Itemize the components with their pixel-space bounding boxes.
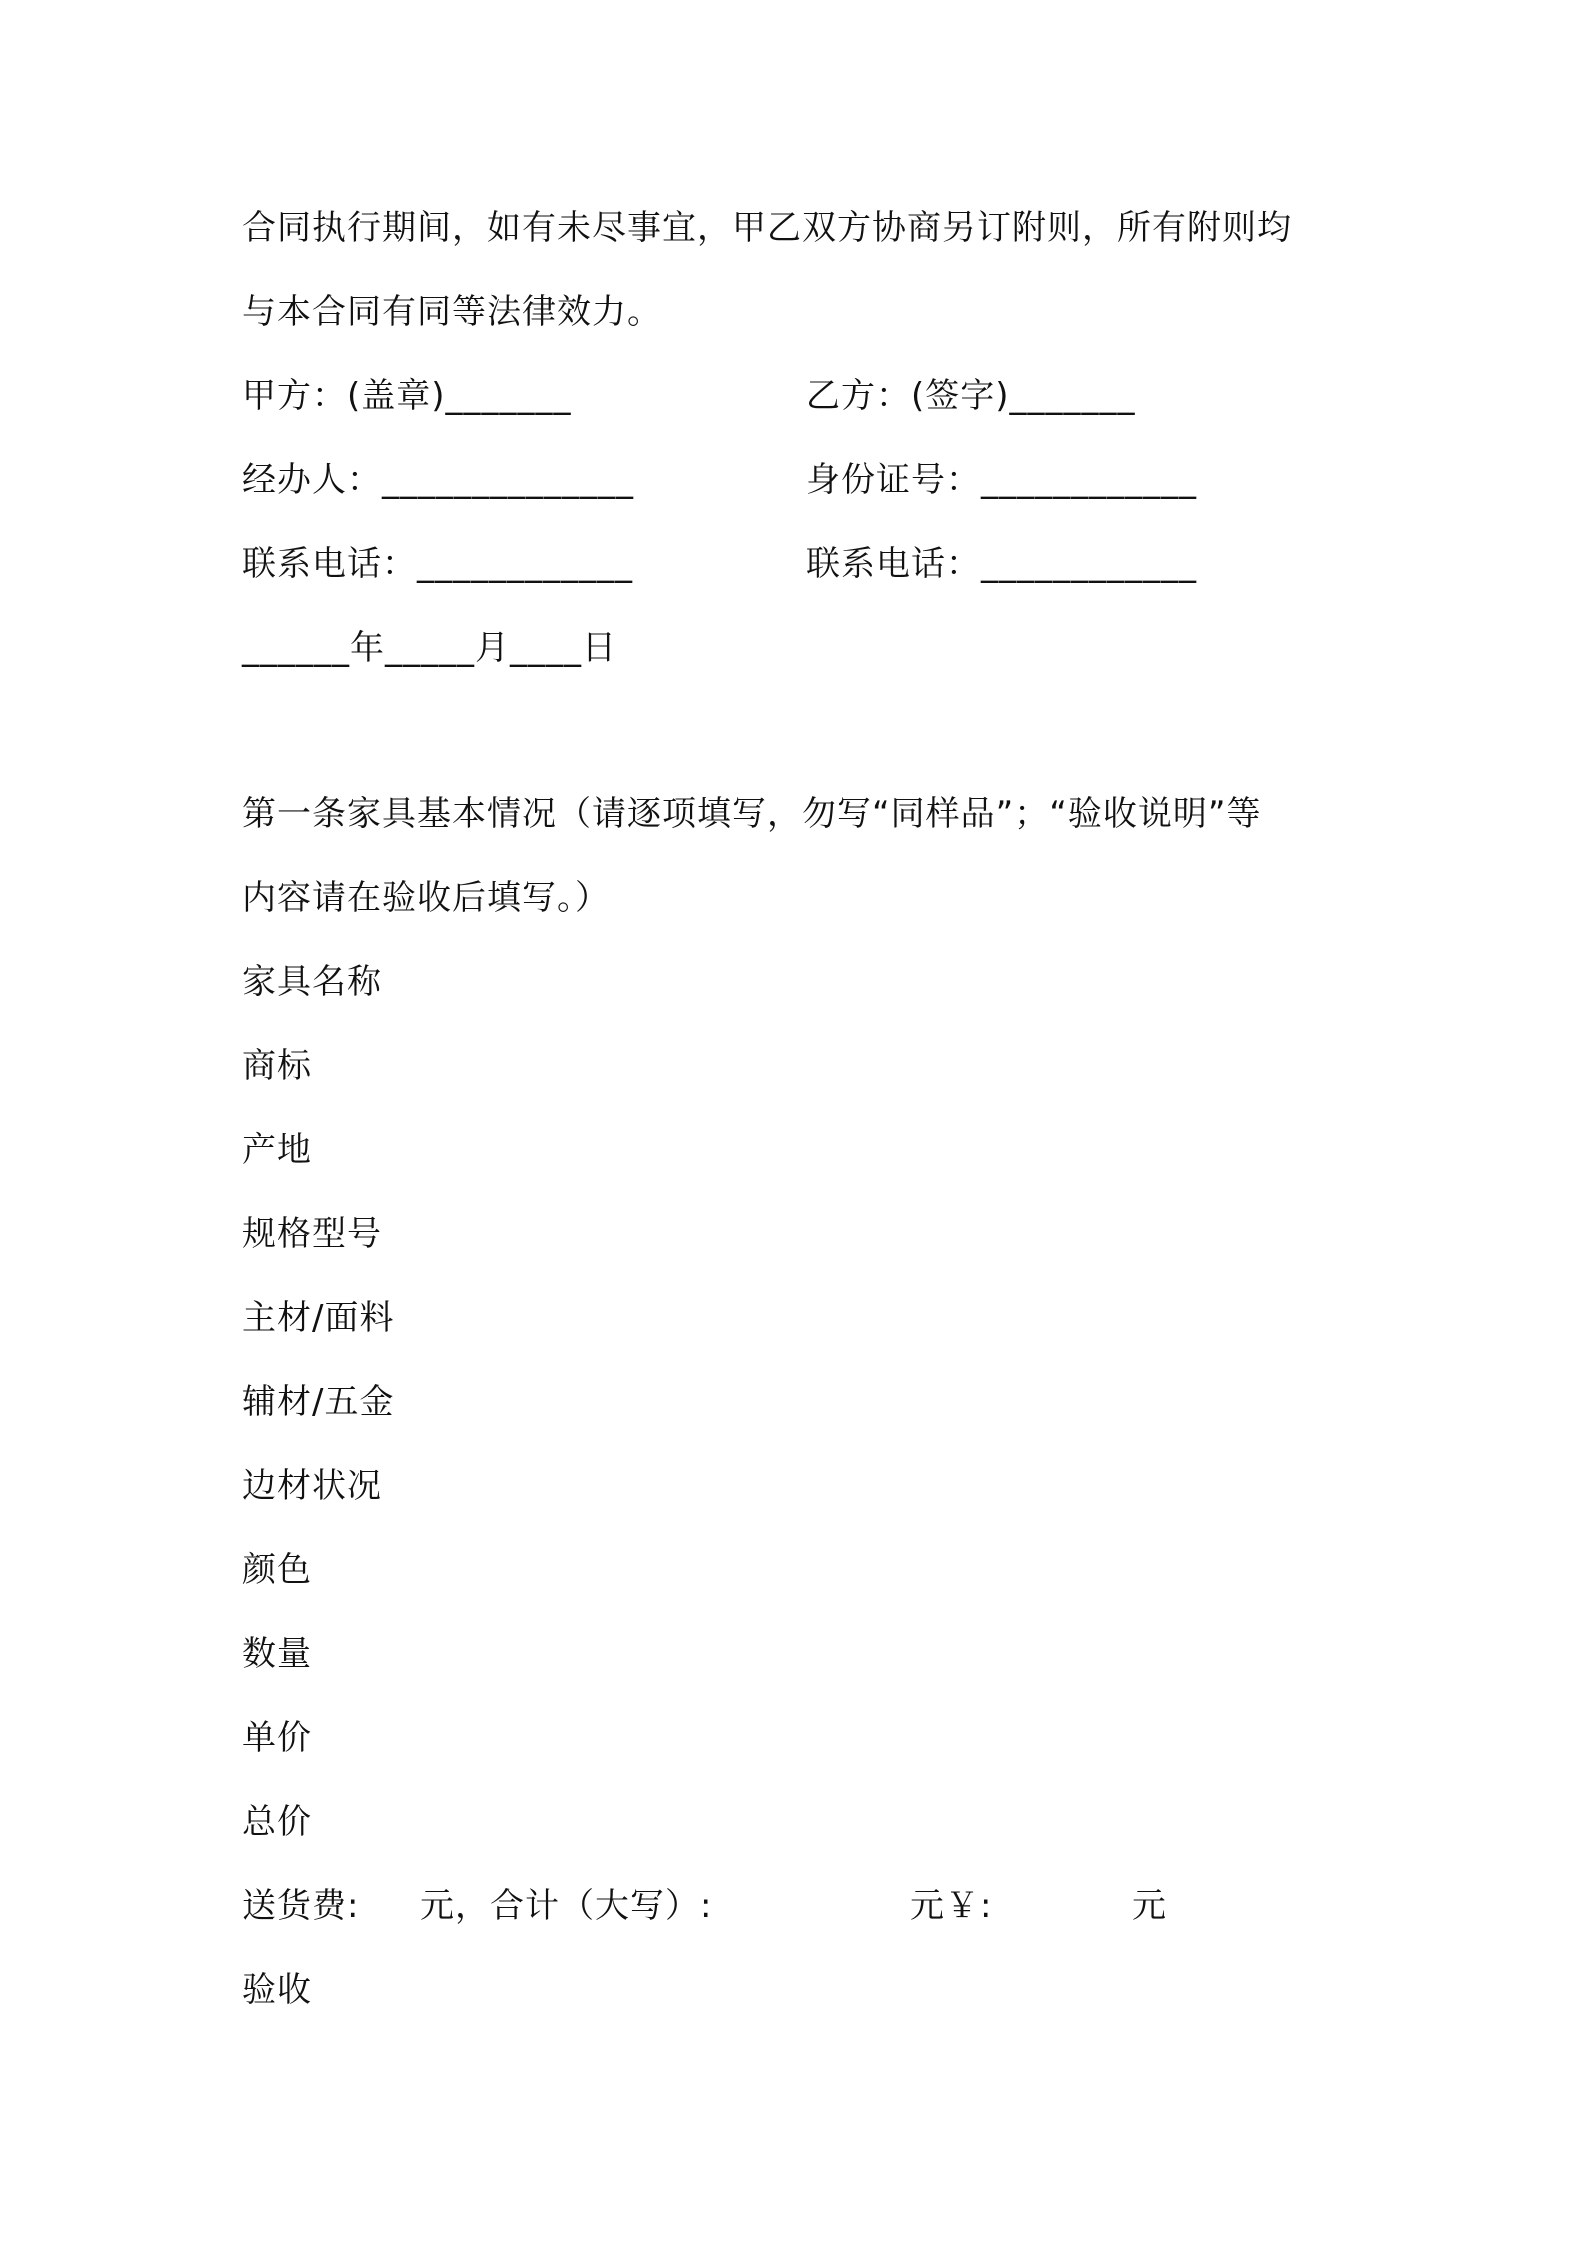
agent-field: 经办人：______________	[242, 460, 634, 500]
phone-a-field: 联系电话：____________	[242, 544, 633, 584]
intro-line-2: 与本合同有同等法律效力。	[242, 292, 662, 332]
party-b-signature: 乙方：(签字)_______	[806, 376, 1136, 416]
item-aux-material: 辅材/五金	[242, 1382, 395, 1422]
item-main-material: 主材/面料	[242, 1298, 395, 1338]
item-furniture-name: 家具名称	[242, 962, 382, 1002]
item-trademark: 商标	[242, 1046, 312, 1086]
article1-heading-line-2: 内容请在验收后填写。）	[242, 878, 610, 918]
item-unit-price: 单价	[242, 1718, 312, 1758]
id-number-field: 身份证号：____________	[806, 460, 1197, 500]
delivery-fee-label: 送货费:	[242, 1886, 360, 1926]
delivery-yuan-label: 元	[1132, 1886, 1167, 1926]
item-origin: 产地	[242, 1130, 312, 1170]
item-color: 颜色	[242, 1550, 312, 1590]
date-field: ______年_____月____日	[242, 628, 617, 668]
item-model: 规格型号	[242, 1214, 382, 1254]
item-edge-material: 边材状况	[242, 1466, 382, 1506]
intro-line-1: 合同执行期间，如有未尽事宜，甲乙双方协商另订附则，所有附则均	[242, 208, 1292, 248]
party-a-seal: 甲方：(盖章)_______	[242, 376, 572, 416]
item-total-price: 总价	[242, 1802, 312, 1842]
item-quantity: 数量	[242, 1634, 312, 1674]
item-acceptance: 验收	[242, 1970, 312, 2010]
article1-heading-line-1: 第一条家具基本情况（请逐项填写，勿写“同样品”；“验收说明”等	[242, 794, 1262, 834]
phone-b-field: 联系电话：____________	[806, 544, 1197, 584]
delivery-total-label: 元，合计（大写）:	[420, 1886, 713, 1926]
delivery-yen-label: 元￥:	[910, 1886, 993, 1926]
